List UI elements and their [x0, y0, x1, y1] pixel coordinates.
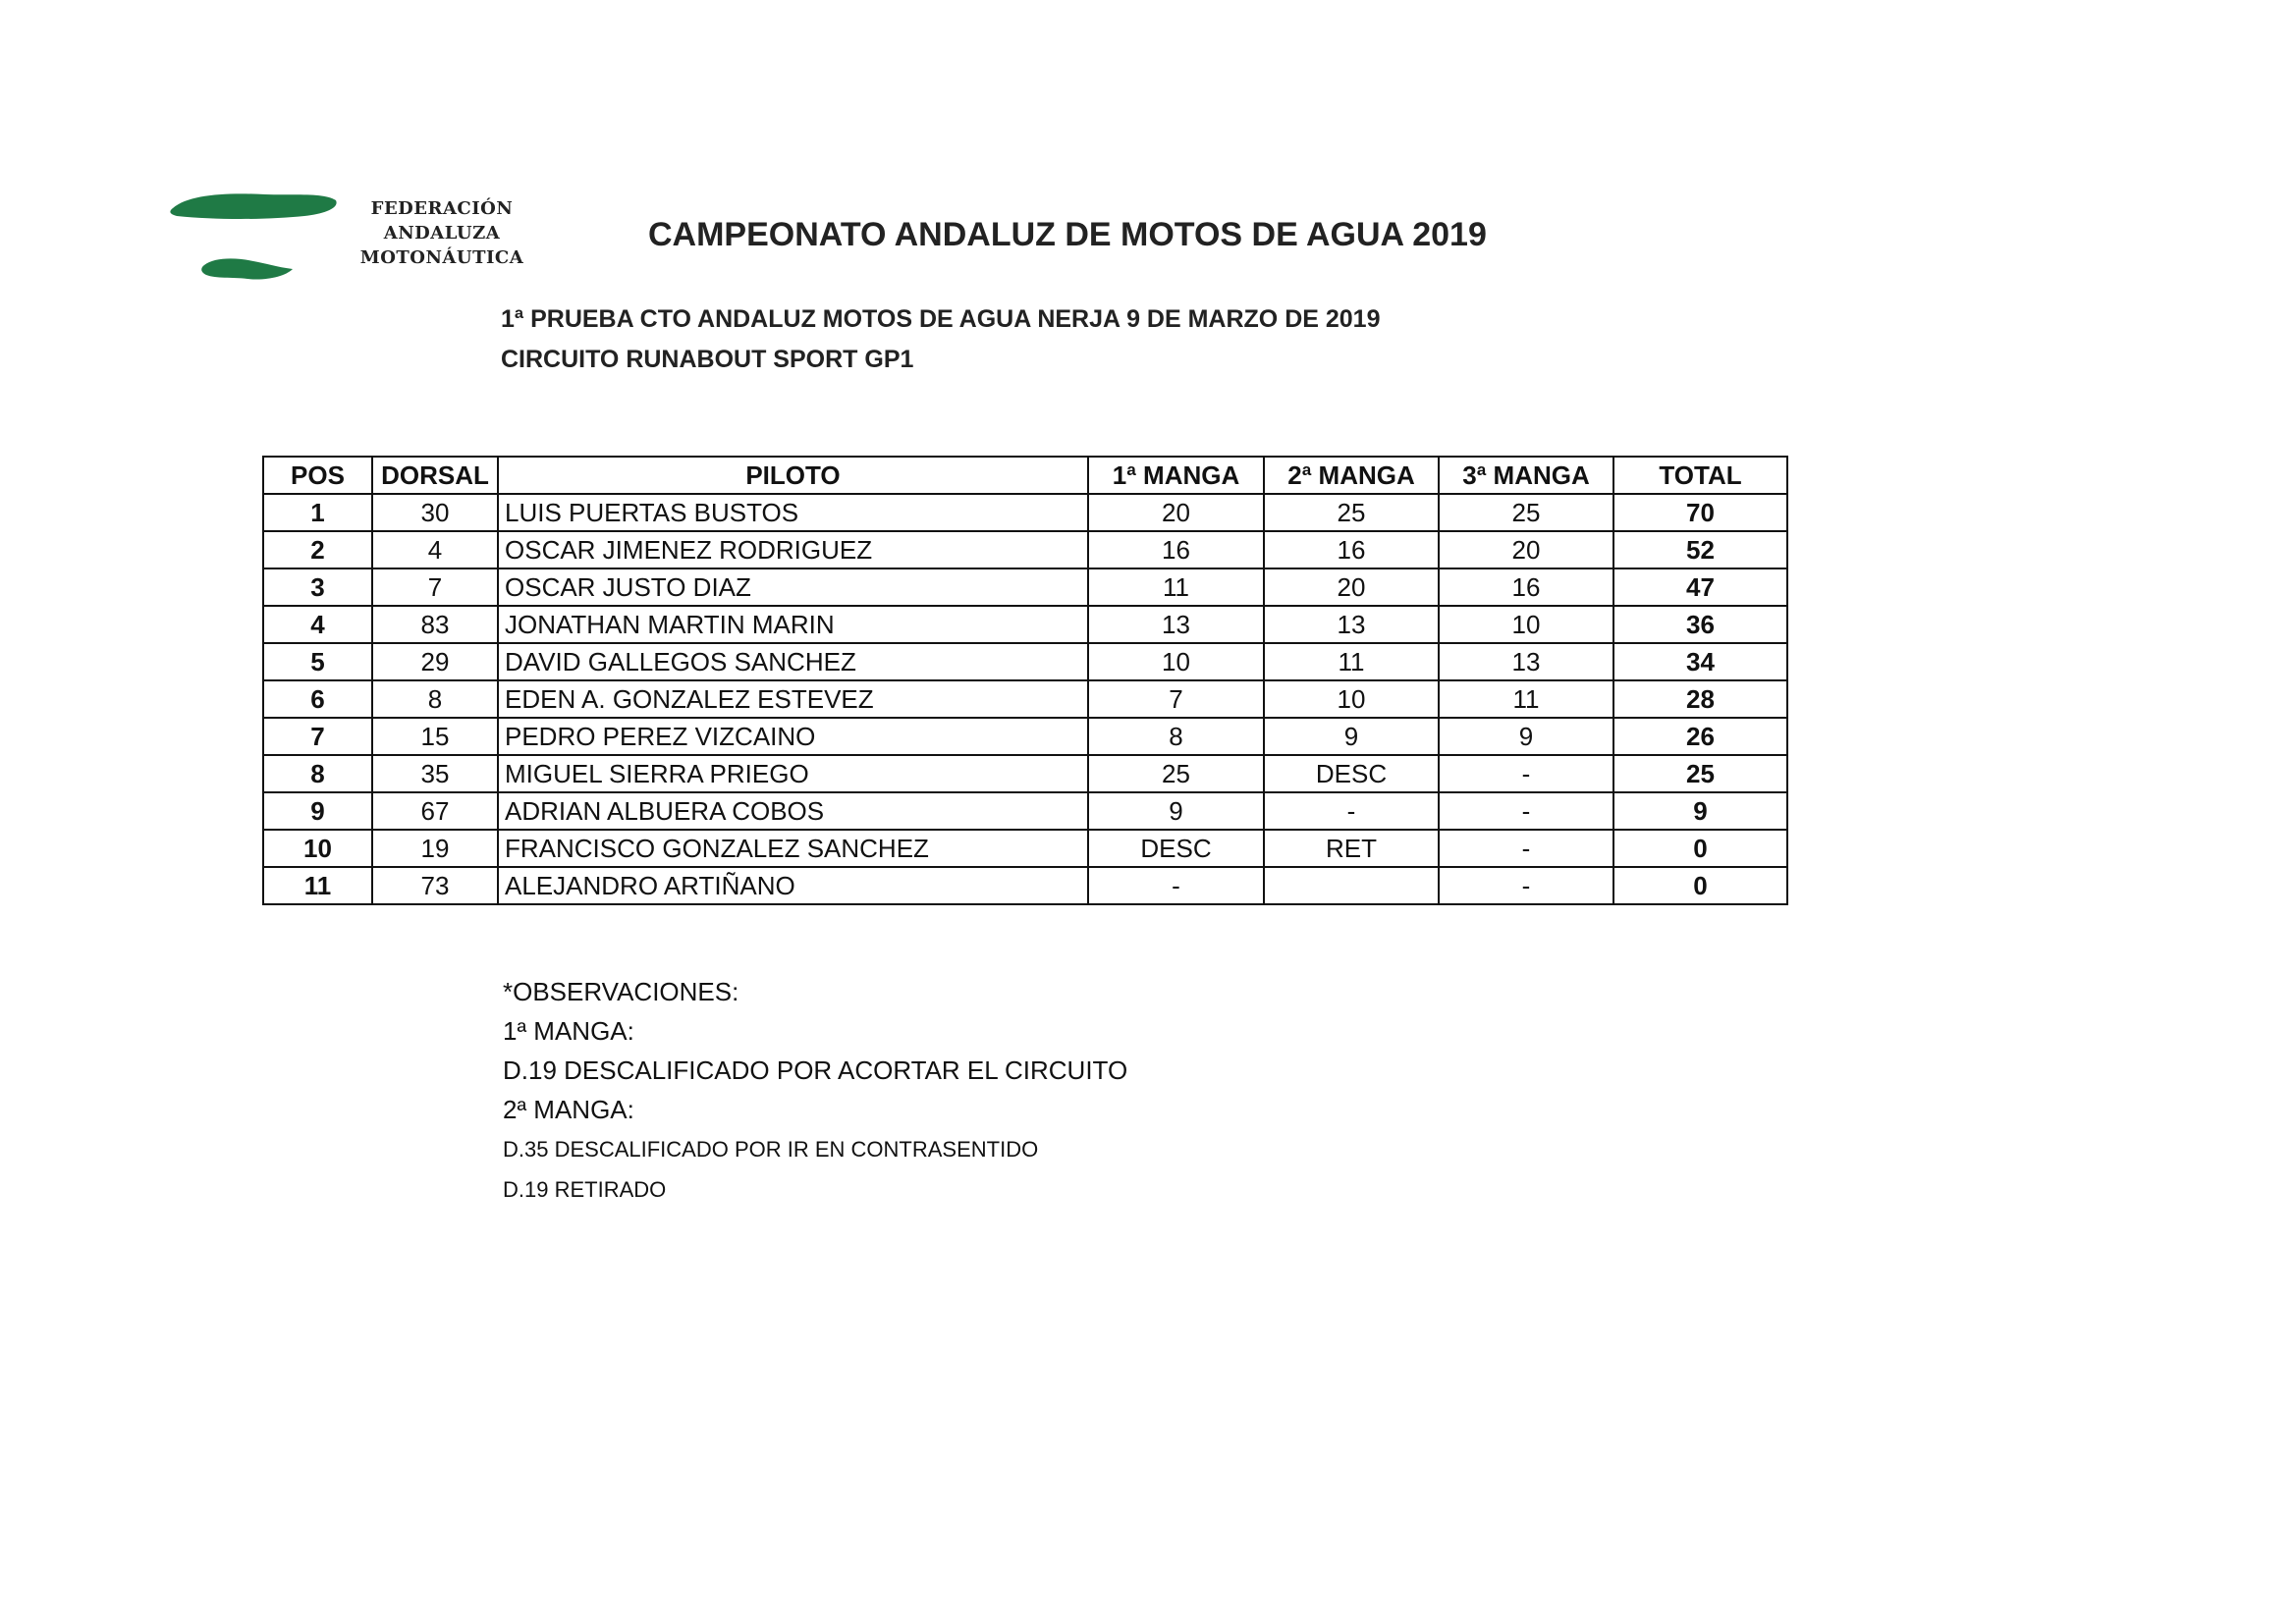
cell-pos: 10: [263, 830, 372, 867]
col-header-manga-3: 3ª MANGA: [1439, 457, 1613, 494]
cell-dorsal: 4: [372, 531, 498, 568]
cell-manga-2: 25: [1264, 494, 1439, 531]
logo-line-1: FEDERACIÓN: [370, 198, 514, 219]
federation-name: [354, 196, 530, 270]
cell-pos: 1: [263, 494, 372, 531]
table-row: [263, 755, 1787, 792]
cell-manga-3: 13: [1439, 643, 1613, 680]
cell-dorsal: 83: [372, 606, 498, 643]
cell-manga-1: 7: [1088, 680, 1264, 718]
cell-manga-2: [1264, 867, 1439, 904]
cell-total: 34: [1613, 643, 1787, 680]
cell-manga-2: 20: [1264, 568, 1439, 606]
logo-line-3: MOTONÁUTICA: [359, 247, 524, 268]
cell-pos: 9: [263, 792, 372, 830]
col-header-total: TOTAL: [1613, 457, 1787, 494]
category-subtitle: CIRCUITO RUNABOUT SPORT GP1: [501, 346, 914, 373]
cell-piloto: DAVID GALLEGOS SANCHEZ: [498, 643, 1088, 680]
cell-pos: 11: [263, 867, 372, 904]
logo-line-2: ANDALUZA: [383, 223, 501, 243]
cell-manga-1: 13: [1088, 606, 1264, 643]
cell-pos: 8: [263, 755, 372, 792]
cell-manga-3: -: [1439, 755, 1613, 792]
cell-total: 26: [1613, 718, 1787, 755]
document-title: CAMPEONATO ANDALUZ DE MOTOS DE AGUA 2019: [648, 216, 1487, 253]
federation-logo: [167, 187, 530, 299]
cell-pos: 6: [263, 680, 372, 718]
table-row: [263, 680, 1787, 718]
cell-manga-2: 13: [1264, 606, 1439, 643]
cell-dorsal: 19: [372, 830, 498, 867]
cell-manga-2: RET: [1264, 830, 1439, 867]
manga-2-note-1: D.35 DESCALIFICADO POR IR EN CONTRASENTIDO: [503, 1137, 1039, 1162]
cell-pos: 4: [263, 606, 372, 643]
cell-manga-1: 11: [1088, 568, 1264, 606]
table-row: [263, 568, 1787, 606]
cell-piloto: ADRIAN ALBUERA COBOS: [498, 792, 1088, 830]
cell-total: 0: [1613, 830, 1787, 867]
table-row: [263, 606, 1787, 643]
cell-pos: 7: [263, 718, 372, 755]
cell-manga-2: -: [1264, 792, 1439, 830]
cell-piloto: EDEN A. GONZALEZ ESTEVEZ: [498, 680, 1088, 718]
col-header-dorsal: DORSAL: [372, 457, 498, 494]
cell-total: 52: [1613, 531, 1787, 568]
cell-manga-1: 9: [1088, 792, 1264, 830]
col-header-pos: POS: [263, 457, 372, 494]
cell-manga-1: 20: [1088, 494, 1264, 531]
cell-manga-3: 9: [1439, 718, 1613, 755]
cell-manga-1: 16: [1088, 531, 1264, 568]
table-row: [263, 494, 1787, 531]
manga-1-label: 1ª MANGA:: [503, 1016, 634, 1046]
cell-piloto: OSCAR JIMENEZ RODRIGUEZ: [498, 531, 1088, 568]
cell-manga-3: 16: [1439, 568, 1613, 606]
cell-manga-2: 11: [1264, 643, 1439, 680]
results-table: [262, 456, 1788, 905]
cell-manga-1: 10: [1088, 643, 1264, 680]
cell-total: 25: [1613, 755, 1787, 792]
table-header-row: [263, 457, 1787, 494]
cell-total: 28: [1613, 680, 1787, 718]
cell-piloto: FRANCISCO GONZALEZ SANCHEZ: [498, 830, 1088, 867]
cell-pos: 2: [263, 531, 372, 568]
cell-dorsal: 30: [372, 494, 498, 531]
cell-total: 70: [1613, 494, 1787, 531]
cell-manga-1: 8: [1088, 718, 1264, 755]
cell-manga-1: -: [1088, 867, 1264, 904]
cell-manga-2: 10: [1264, 680, 1439, 718]
cell-dorsal: 7: [372, 568, 498, 606]
col-header-manga-1: 1ª MANGA: [1088, 457, 1264, 494]
manga-2-note-2: D.19 RETIRADO: [503, 1177, 667, 1202]
table-row: [263, 830, 1787, 867]
table-row: [263, 867, 1787, 904]
cell-manga-3: 20: [1439, 531, 1613, 568]
event-subtitle: 1ª PRUEBA CTO ANDALUZ MOTOS DE AGUA NERJA 9 DE MARZO DE 2019: [501, 305, 1381, 333]
cell-manga-2: 9: [1264, 718, 1439, 755]
table-row: [263, 718, 1787, 755]
cell-manga-1: 25: [1088, 755, 1264, 792]
cell-pos: 3: [263, 568, 372, 606]
cell-piloto: OSCAR JUSTO DIAZ: [498, 568, 1088, 606]
cell-manga-2: 16: [1264, 531, 1439, 568]
cell-total: 9: [1613, 792, 1787, 830]
observations-heading: *OBSERVACIONES:: [503, 977, 739, 1006]
cell-pos: 5: [263, 643, 372, 680]
cell-manga-2: DESC: [1264, 755, 1439, 792]
cell-manga-3: 11: [1439, 680, 1613, 718]
cell-manga-3: 25: [1439, 494, 1613, 531]
cell-dorsal: 15: [372, 718, 498, 755]
observations: [503, 972, 1127, 1210]
cell-manga-3: 10: [1439, 606, 1613, 643]
table-row: [263, 531, 1787, 568]
table-row: [263, 792, 1787, 830]
cell-piloto: MIGUEL SIERRA PRIEGO: [498, 755, 1088, 792]
cell-total: 0: [1613, 867, 1787, 904]
cell-total: 47: [1613, 568, 1787, 606]
cell-total: 36: [1613, 606, 1787, 643]
cell-manga-3: -: [1439, 867, 1613, 904]
cell-manga-3: -: [1439, 830, 1613, 867]
table-row: [263, 643, 1787, 680]
cell-piloto: LUIS PUERTAS BUSTOS: [498, 494, 1088, 531]
cell-dorsal: 35: [372, 755, 498, 792]
cell-piloto: PEDRO PEREZ VIZCAINO: [498, 718, 1088, 755]
col-header-piloto: PILOTO: [498, 457, 1088, 494]
cell-manga-3: -: [1439, 792, 1613, 830]
cell-dorsal: 8: [372, 680, 498, 718]
cell-dorsal: 67: [372, 792, 498, 830]
cell-piloto: JONATHAN MARTIN MARIN: [498, 606, 1088, 643]
cell-piloto: ALEJANDRO ARTIÑANO: [498, 867, 1088, 904]
col-header-manga-2: 2ª MANGA: [1264, 457, 1439, 494]
andalusia-flag-icon: [167, 187, 344, 299]
cell-dorsal: 29: [372, 643, 498, 680]
cell-dorsal: 73: [372, 867, 498, 904]
manga-1-note: D.19 DESCALIFICADO POR ACORTAR EL CIRCUITO: [503, 1055, 1128, 1085]
manga-2-label: 2ª MANGA:: [503, 1095, 634, 1124]
cell-manga-1: DESC: [1088, 830, 1264, 867]
